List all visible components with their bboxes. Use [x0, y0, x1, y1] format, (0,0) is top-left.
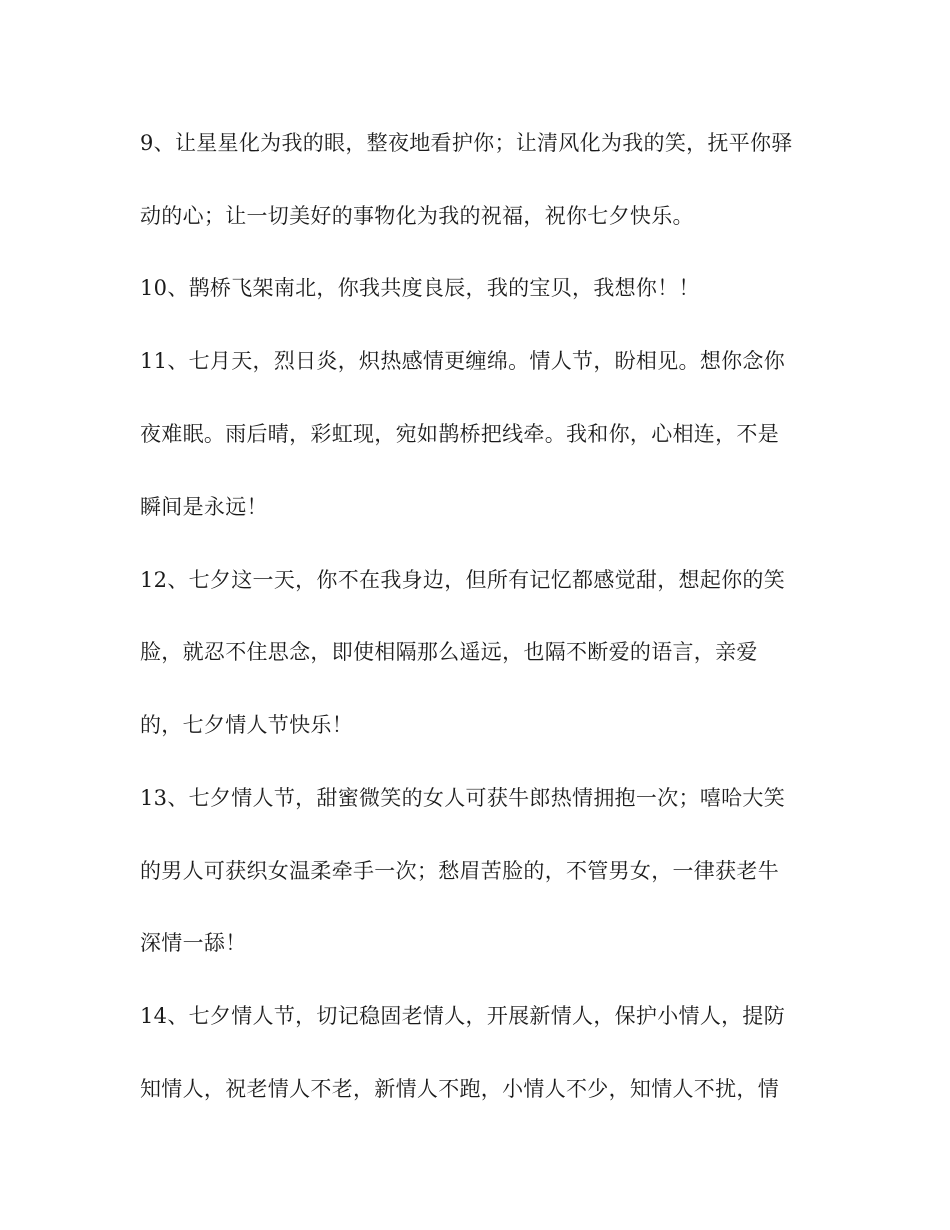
- text-line: 动的心；让一切美好的事物化为我的祝福，祝你七夕快乐。: [140, 204, 694, 228]
- text-line: 深情一舔！: [140, 931, 247, 955]
- text-line: 10、鹊桥飞架南北，你我共度良辰，我的宝贝，我想你！！: [140, 276, 700, 300]
- text-line: 14、七夕情人节，切记稳固老情人，开展新情人，保护小情人，提防: [140, 1004, 786, 1028]
- text-line: 9、让星星化为我的眼，整夜地看护你；让清风化为我的笑，抚平你驿: [140, 131, 793, 155]
- text-line: 13、七夕情人节，甜蜜微笑的女人可获牛郎热情拥抱一次；嘻哈大笑: [140, 786, 786, 810]
- text-line: 瞬间是永远！: [140, 495, 268, 519]
- text-line: 脸，就忍不住思念，即使相隔那么遥远，也隔不断爱的语言，亲爱: [140, 640, 758, 664]
- text-line: 夜难眠。雨后晴，彩虹现，宛如鹊桥把线牵。我和你，心相连，不是: [140, 422, 779, 446]
- text-line: 11、七月天，烈日炎，炽热感情更缠绵。情人节，盼相见。想你念你: [140, 349, 786, 373]
- text-line: 的男人可获织女温柔牵手一次；愁眉苦脸的，不管男女，一律获老牛: [140, 859, 779, 883]
- text-line: 的，七夕情人节快乐！: [140, 713, 353, 737]
- text-line: 12、七夕这一天，你不在我身边，但所有记忆都感觉甜，想起你的笑: [140, 568, 786, 592]
- text-line: 知情人，祝老情人不老，新情人不跑，小情人不少，知情人不扰，情: [140, 1077, 779, 1101]
